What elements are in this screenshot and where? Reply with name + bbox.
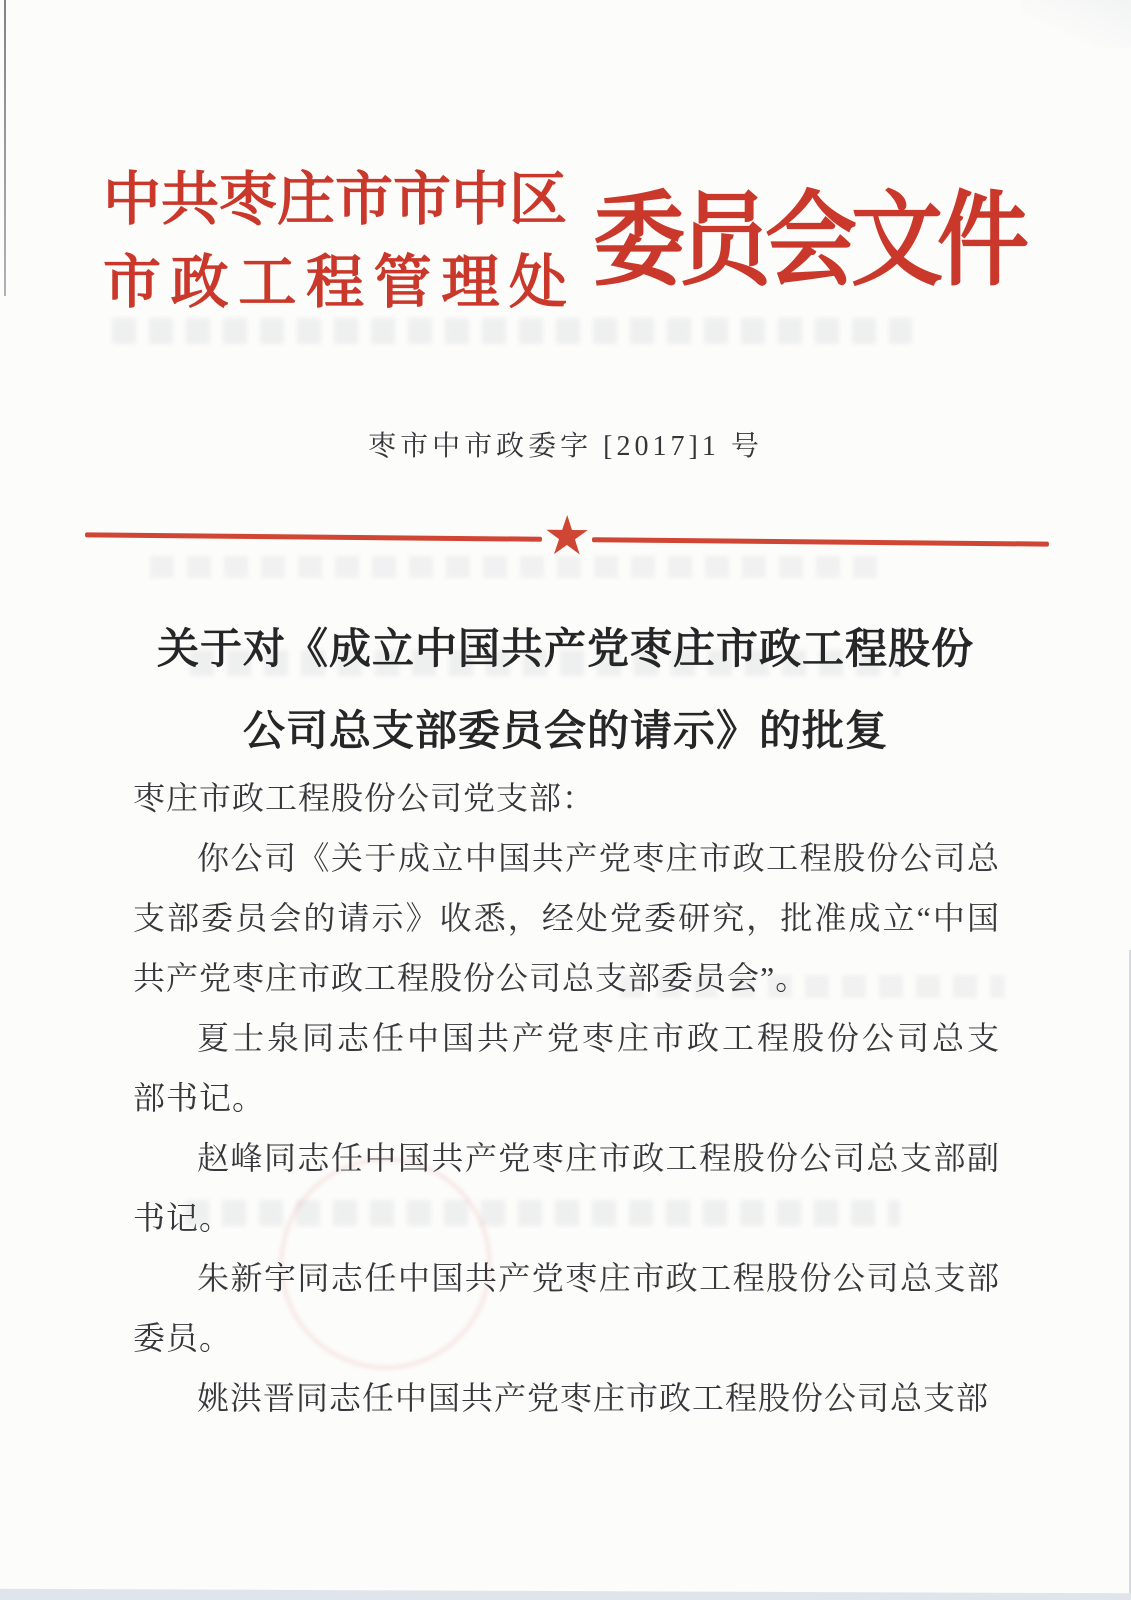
org-name-line-2: 市政工程管理处 [103,250,567,315]
document-number: 枣市中市政委字 [2017]1 号 [368,431,763,462]
org-name-line-1: 中共枣庄市市中区 [103,167,568,232]
body-line: 你公司《关于成立中国共产党枣庄市政工程股份公司总 [197,840,1000,876]
title-line-2: 公司总支部委员会的请示》的批复 [242,707,888,754]
separator-line-right [592,537,1049,546]
document-body [133,768,1000,1428]
body-line: 部书记。 [133,1080,266,1116]
title-line-1: 关于对《成立中国共产党枣庄市政工程股份 [156,625,974,672]
scan-corner-shade [1021,0,1131,48]
separator-line-left [85,532,542,541]
body-line: 委员。 [133,1320,233,1356]
issuing-org-name [103,158,567,324]
body-line: 夏士泉同志任中国共产党枣庄市政工程股份公司总支 [197,1020,1000,1056]
scan-edge-left [4,0,6,296]
body-line: 赵峰同志任中国共产党枣庄市政工程股份公司总支部副 [197,1140,1000,1176]
body-line: 朱新宇同志任中国共产党枣庄市政工程股份公司总支部 [197,1260,1000,1296]
body-line: 书记。 [133,1200,233,1236]
body-line: 姚洪晋同志任中国共产党枣庄市政工程股份公司总支部 [197,1380,990,1416]
body-line: 共产党枣庄市政工程股份公司总支部委员会”。 [133,960,809,996]
document-title [0,608,1131,772]
star-icon: ★ [542,503,592,568]
salutation: 枣庄市政工程股份公司党支部： [133,780,596,816]
body-paragraphs [133,828,1000,1428]
body-line: 支部委员会的请示》收悉，经处党委研究，批准成立“中国 [133,900,1000,936]
document-type-label: 委员会文件 [593,183,1024,299]
red-separator [85,503,1049,570]
letterhead [103,158,1023,324]
scan-edge-bottom [0,1584,1131,1600]
